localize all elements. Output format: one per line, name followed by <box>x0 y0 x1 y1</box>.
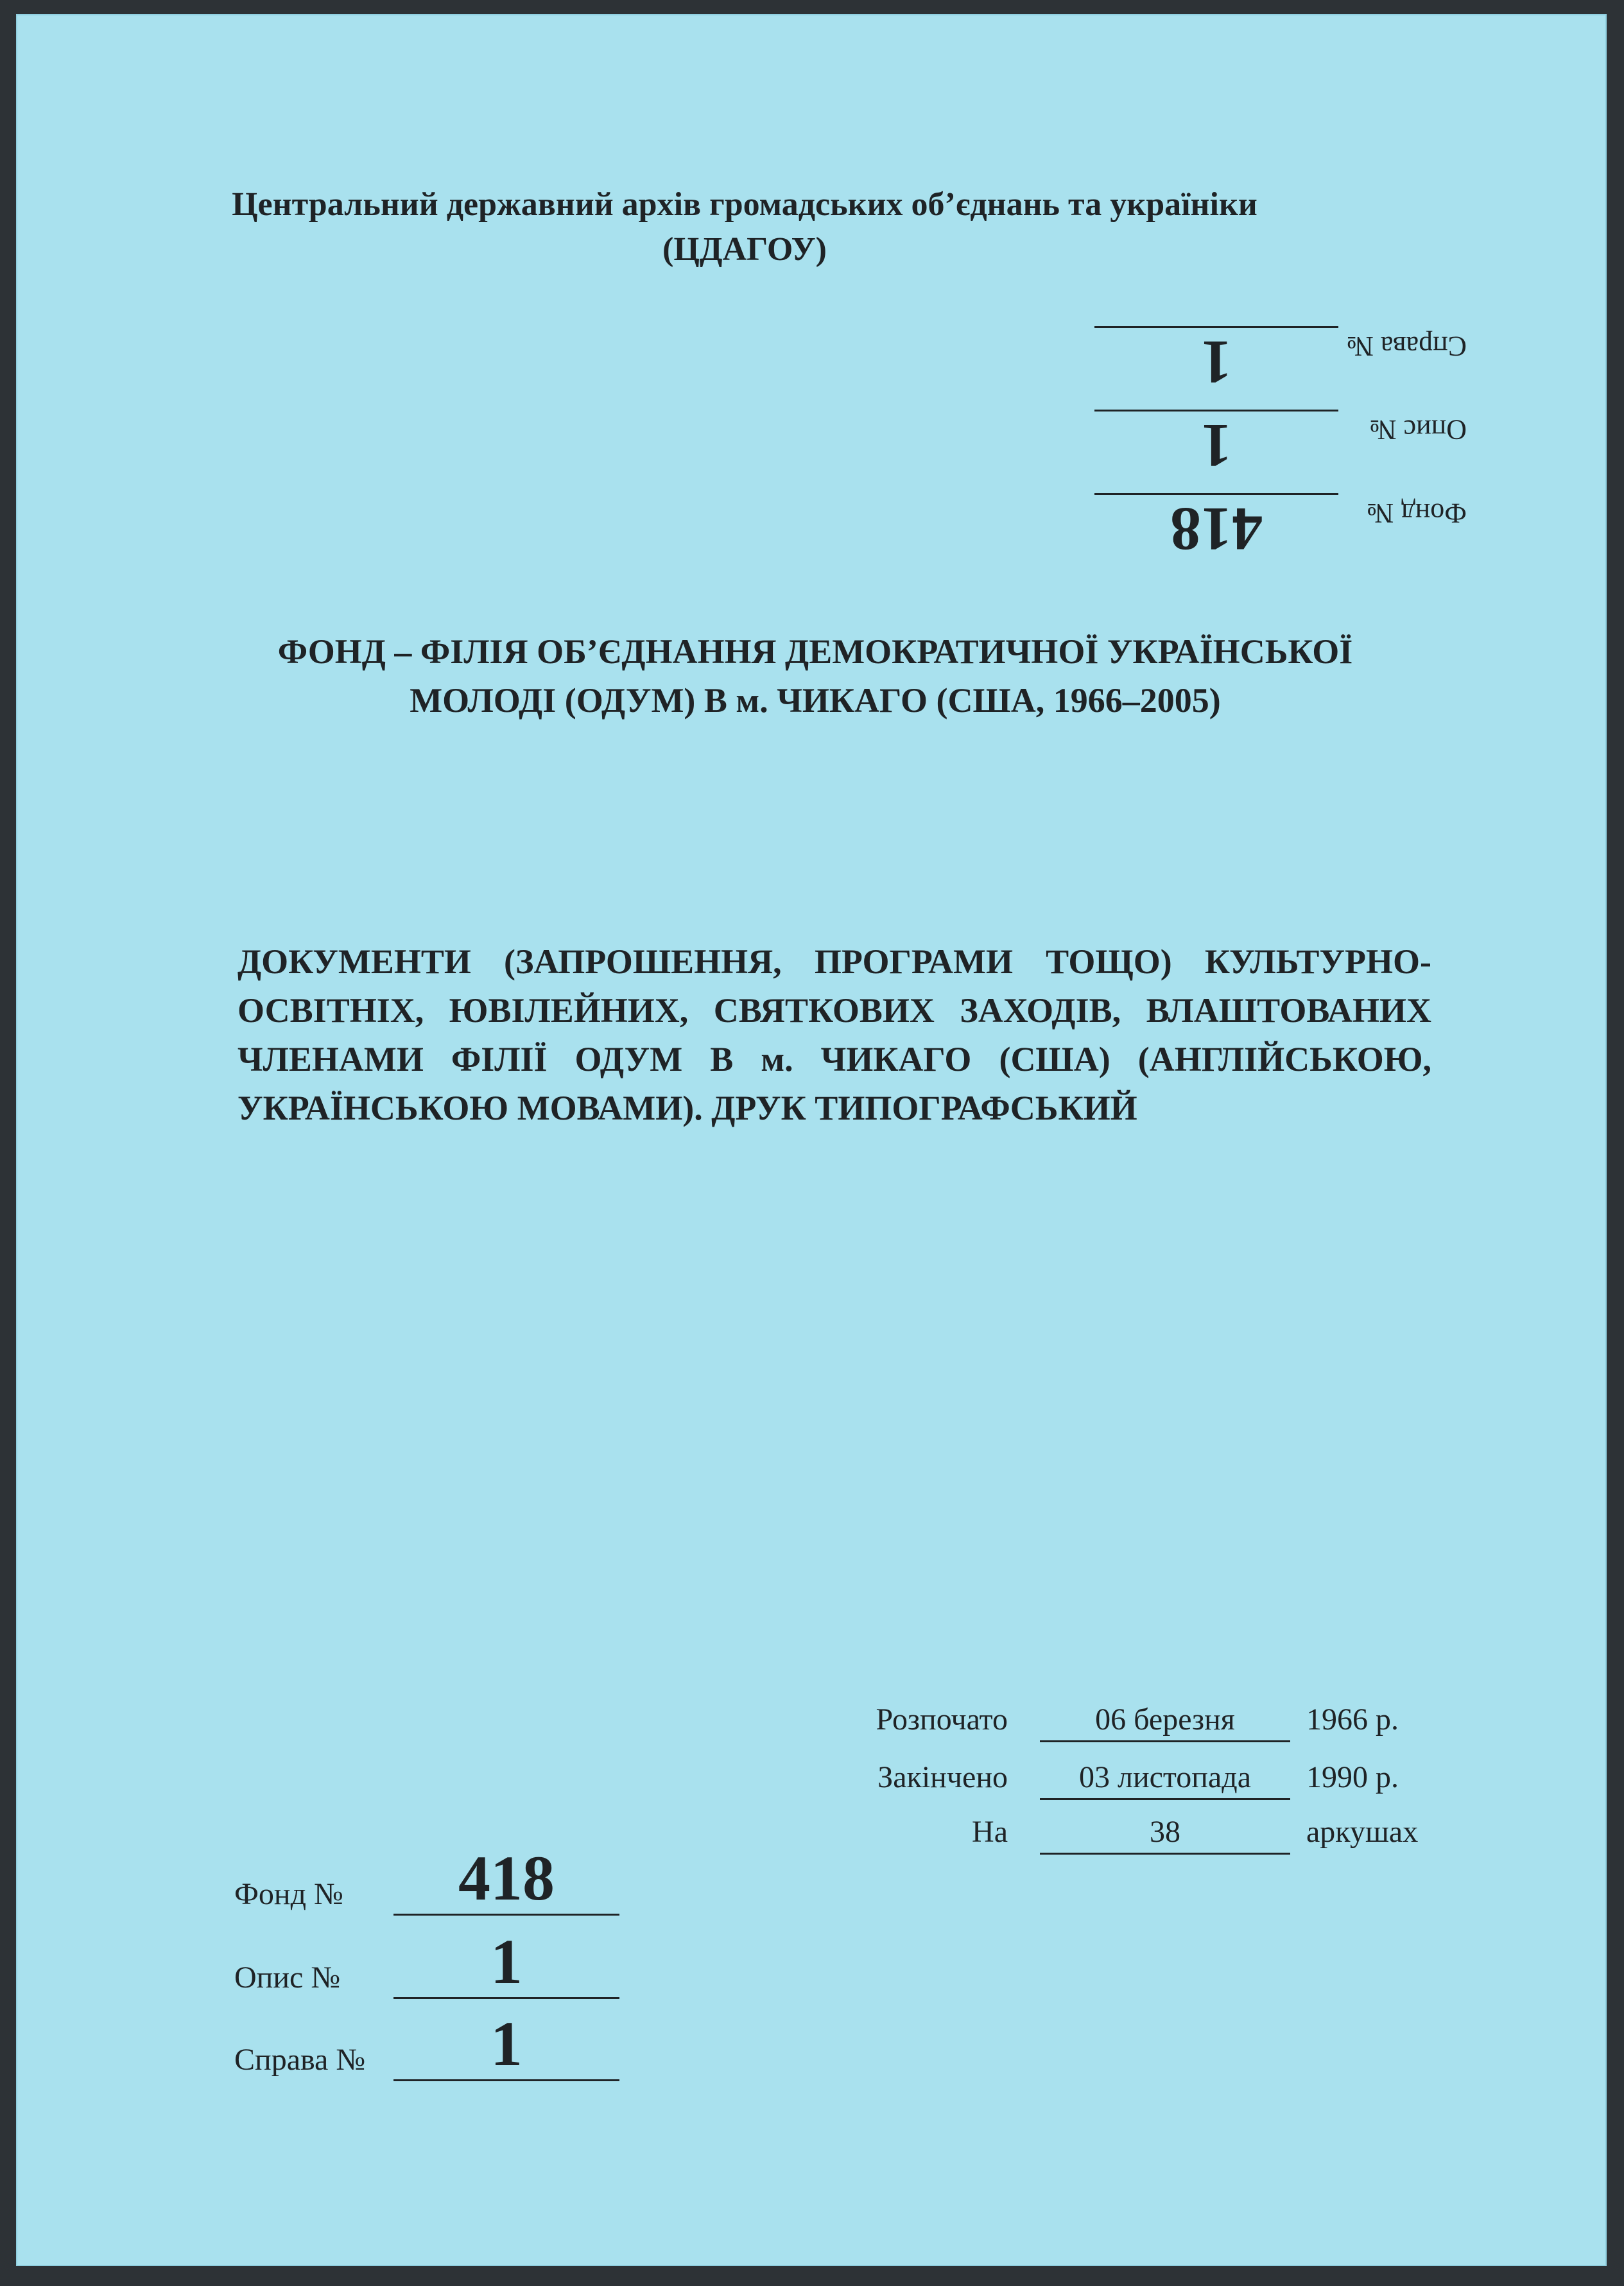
inverted-opys-value: 1 <box>1201 411 1232 480</box>
inverted-sprava-value: 1 <box>1201 328 1232 397</box>
sheets-value: 38 <box>1150 1815 1180 1849</box>
dates-block <box>841 1696 1457 1889</box>
fond-label: Фонд № <box>234 1877 343 1911</box>
started-line <box>1040 1740 1290 1742</box>
inverted-stamp <box>966 309 1467 566</box>
fond-title-line-1: ФОНД – ФІЛІЯ ОБ’ЄДНАННЯ ДЕМОКРАТИЧНОЇ УКРАЇНСЬКОЇ <box>277 632 1353 671</box>
started-year: 1966 р. <box>1306 1702 1399 1736</box>
fond-line <box>393 1914 619 1916</box>
fond-value: 418 <box>458 1842 555 1914</box>
finished-label: Закінчено <box>877 1760 1008 1794</box>
fond-title <box>209 627 1422 725</box>
inverted-sprava-line <box>1094 326 1338 328</box>
inverted-sprava-row <box>966 322 1467 399</box>
opys-value: 1 <box>490 1926 523 1997</box>
sprava-row <box>234 2003 645 2086</box>
started-label: Розпочато <box>876 1702 1008 1736</box>
archive-abbreviation: (ЦДАГОУ) <box>662 231 827 268</box>
inverted-fond-value: 418 <box>1170 495 1263 564</box>
inverted-opys-row <box>966 406 1467 483</box>
started-row <box>841 1696 1457 1747</box>
case-description: ДОКУМЕНТИ (ЗАПРОШЕННЯ, ПРОГРАМИ ТОЩО) КУЛЬТУРНО-ОСВІТНІХ, ЮВІЛЕЙНИХ, СВЯТКОВИХ ЗАХОДІВ, ВЛАШТОВАНИХ ЧЛЕНАМИ ФІЛІЇ ОДУМ В м. ЧИКАГО (США) (АНГЛІЙСЬКОЮ, УКРАЇНСЬКОЮ МОВАМИ). ДРУК ТИПОГРАФСЬКИЙ <box>238 942 1431 1127</box>
sheets-suffix: аркушах <box>1306 1815 1419 1849</box>
opys-line <box>393 1997 619 1999</box>
inverted-sprava-label: Справа № <box>1346 331 1467 362</box>
finished-row <box>841 1754 1457 1805</box>
sprava-label: Справа № <box>234 2043 366 2077</box>
sprava-line <box>393 2079 619 2081</box>
inverted-opys-label: Опис № <box>1369 414 1467 446</box>
fond-row <box>234 1837 645 1921</box>
inverted-fond-label: Фонд № <box>1367 498 1467 529</box>
inverted-opys-line <box>1094 410 1338 411</box>
started-value: 06 березня <box>1095 1702 1235 1736</box>
opys-row <box>234 1921 645 2004</box>
finished-value: 03 листопада <box>1078 1760 1251 1794</box>
sheets-label: На <box>972 1815 1008 1849</box>
bottom-stamp <box>234 1837 645 2107</box>
sprava-value: 1 <box>490 2008 523 2079</box>
opys-label: Опис № <box>234 1961 341 1995</box>
sheets-row <box>841 1808 1457 1860</box>
finished-line <box>1040 1798 1290 1800</box>
archive-name: Центральний державний архів громадських об’єднань та україніки <box>232 186 1257 223</box>
inverted-fond-line <box>1094 493 1338 495</box>
archive-cover-page <box>16 14 1607 2266</box>
finished-year: 1990 р. <box>1306 1760 1399 1794</box>
archive-header <box>144 182 1345 272</box>
inverted-fond-row <box>966 489 1467 566</box>
sheets-line <box>1040 1853 1290 1855</box>
fond-title-line-2: МОЛОДІ (ОДУМ) В м. ЧИКАГО (США, 1966–2005) <box>410 681 1221 720</box>
